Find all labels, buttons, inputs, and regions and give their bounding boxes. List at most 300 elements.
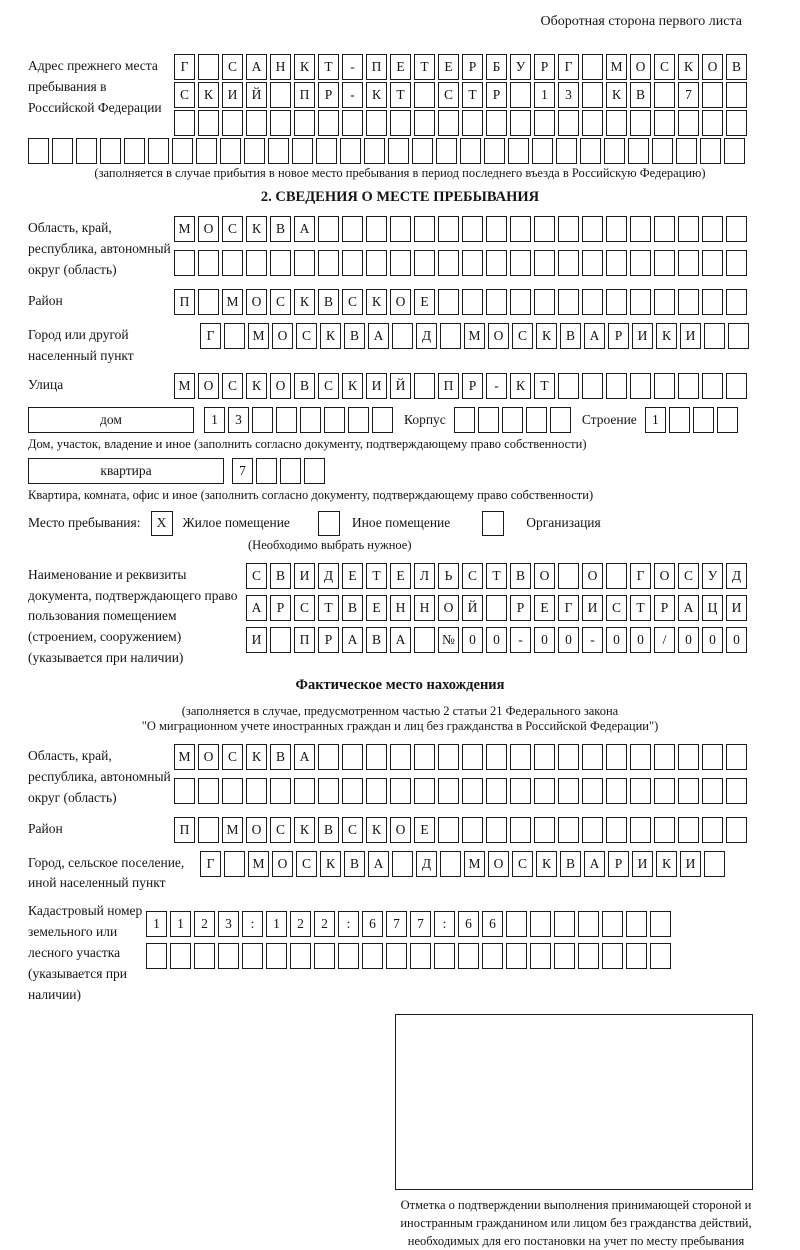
char-cell[interactable] bbox=[438, 817, 459, 843]
char-cell[interactable]: Р bbox=[654, 595, 675, 621]
char-cell[interactable]: И bbox=[726, 595, 747, 621]
char-cell[interactable] bbox=[558, 216, 579, 242]
char-cell[interactable] bbox=[318, 744, 339, 770]
char-cell[interactable]: 1 bbox=[146, 911, 167, 937]
char-cell[interactable]: К bbox=[246, 744, 267, 770]
char-cell[interactable]: М bbox=[222, 817, 243, 843]
char-cell[interactable] bbox=[462, 110, 483, 136]
char-cell[interactable]: С bbox=[654, 54, 675, 80]
char-cell[interactable] bbox=[300, 407, 321, 433]
char-cell[interactable]: : bbox=[242, 911, 263, 937]
char-cell[interactable] bbox=[630, 373, 651, 399]
char-cell[interactable] bbox=[318, 778, 339, 804]
char-cell[interactable] bbox=[558, 778, 579, 804]
char-cell[interactable]: 0 bbox=[462, 627, 483, 653]
char-cell[interactable]: С bbox=[174, 82, 195, 108]
char-cell[interactable] bbox=[314, 943, 335, 969]
char-cell[interactable]: - bbox=[342, 82, 363, 108]
char-cell[interactable]: М bbox=[464, 323, 485, 349]
char-cell[interactable] bbox=[654, 250, 675, 276]
char-cell[interactable]: О bbox=[582, 563, 603, 589]
char-cell[interactable] bbox=[669, 407, 690, 433]
char-cell[interactable]: К bbox=[366, 289, 387, 315]
char-cell[interactable] bbox=[28, 138, 49, 164]
char-cell[interactable] bbox=[630, 216, 651, 242]
char-cell[interactable] bbox=[606, 817, 627, 843]
char-cell[interactable]: 3 bbox=[558, 82, 579, 108]
char-cell[interactable] bbox=[482, 943, 503, 969]
char-cell[interactable]: С bbox=[222, 216, 243, 242]
char-cell[interactable]: О bbox=[488, 323, 509, 349]
char-cell[interactable]: У bbox=[510, 54, 531, 80]
char-cell[interactable] bbox=[506, 943, 527, 969]
char-cell[interactable]: М bbox=[174, 744, 195, 770]
char-cell[interactable] bbox=[460, 138, 481, 164]
char-cell[interactable] bbox=[558, 110, 579, 136]
char-cell[interactable]: И bbox=[632, 851, 653, 877]
char-cell[interactable] bbox=[650, 943, 671, 969]
char-cell[interactable]: Т bbox=[366, 563, 387, 589]
char-cell[interactable]: С bbox=[270, 289, 291, 315]
char-cell[interactable]: 6 bbox=[458, 911, 479, 937]
char-cell[interactable] bbox=[146, 943, 167, 969]
char-cell[interactable] bbox=[556, 138, 577, 164]
char-cell[interactable]: С bbox=[342, 817, 363, 843]
char-cell[interactable]: О bbox=[198, 373, 219, 399]
char-cell[interactable]: В bbox=[630, 82, 651, 108]
char-cell[interactable] bbox=[172, 138, 193, 164]
char-cell[interactable]: С bbox=[512, 851, 533, 877]
char-cell[interactable] bbox=[76, 138, 97, 164]
char-cell[interactable] bbox=[508, 138, 529, 164]
char-cell[interactable] bbox=[626, 911, 647, 937]
char-cell[interactable] bbox=[630, 778, 651, 804]
char-cell[interactable] bbox=[390, 778, 411, 804]
char-cell[interactable]: Е bbox=[414, 817, 435, 843]
char-cell[interactable] bbox=[392, 851, 413, 877]
char-cell[interactable] bbox=[198, 289, 219, 315]
char-cell[interactable] bbox=[342, 778, 363, 804]
char-cell[interactable] bbox=[702, 817, 723, 843]
char-cell[interactable]: К bbox=[656, 323, 677, 349]
char-cell[interactable]: К bbox=[294, 289, 315, 315]
char-cell[interactable] bbox=[276, 407, 297, 433]
char-cell[interactable]: О bbox=[438, 595, 459, 621]
char-cell[interactable] bbox=[510, 778, 531, 804]
char-cell[interactable]: Д bbox=[318, 563, 339, 589]
char-cell[interactable] bbox=[436, 138, 457, 164]
char-cell[interactable]: Е bbox=[390, 54, 411, 80]
char-cell[interactable] bbox=[440, 851, 461, 877]
char-cell[interactable] bbox=[392, 323, 413, 349]
char-cell[interactable]: П bbox=[174, 817, 195, 843]
char-cell[interactable] bbox=[486, 817, 507, 843]
char-cell[interactable] bbox=[530, 943, 551, 969]
char-cell[interactable] bbox=[534, 817, 555, 843]
char-cell[interactable]: В bbox=[560, 851, 581, 877]
char-cell[interactable] bbox=[678, 289, 699, 315]
char-cell[interactable]: Ь bbox=[438, 563, 459, 589]
char-cell[interactable] bbox=[534, 778, 555, 804]
char-cell[interactable] bbox=[678, 373, 699, 399]
char-cell[interactable]: Л bbox=[414, 563, 435, 589]
char-cell[interactable] bbox=[174, 778, 195, 804]
char-cell[interactable]: Й bbox=[246, 82, 267, 108]
char-cell[interactable] bbox=[338, 943, 359, 969]
char-cell[interactable] bbox=[704, 323, 725, 349]
char-cell[interactable] bbox=[652, 138, 673, 164]
char-cell[interactable] bbox=[534, 250, 555, 276]
char-cell[interactable]: С bbox=[318, 373, 339, 399]
char-cell[interactable]: С bbox=[222, 54, 243, 80]
char-cell[interactable] bbox=[462, 778, 483, 804]
char-cell[interactable] bbox=[342, 744, 363, 770]
char-cell[interactable]: Т bbox=[486, 563, 507, 589]
char-cell[interactable]: Й bbox=[462, 595, 483, 621]
char-cell[interactable] bbox=[678, 744, 699, 770]
char-cell[interactable]: 0 bbox=[486, 627, 507, 653]
char-cell[interactable]: М bbox=[174, 373, 195, 399]
char-cell[interactable] bbox=[124, 138, 145, 164]
char-cell[interactable] bbox=[290, 943, 311, 969]
char-cell[interactable] bbox=[462, 216, 483, 242]
char-cell[interactable]: 0 bbox=[534, 627, 555, 653]
char-cell[interactable] bbox=[438, 778, 459, 804]
char-cell[interactable] bbox=[676, 138, 697, 164]
char-cell[interactable]: В bbox=[270, 216, 291, 242]
char-cell[interactable] bbox=[726, 778, 747, 804]
char-cell[interactable] bbox=[462, 250, 483, 276]
char-cell[interactable] bbox=[294, 110, 315, 136]
char-cell[interactable]: О bbox=[270, 373, 291, 399]
char-cell[interactable] bbox=[390, 110, 411, 136]
char-cell[interactable]: О bbox=[488, 851, 509, 877]
char-cell[interactable]: М bbox=[464, 851, 485, 877]
char-cell[interactable]: В bbox=[366, 627, 387, 653]
char-cell[interactable]: О bbox=[534, 563, 555, 589]
char-cell[interactable]: № bbox=[438, 627, 459, 653]
char-cell[interactable] bbox=[626, 943, 647, 969]
char-cell[interactable]: И bbox=[680, 323, 701, 349]
char-cell[interactable]: Р bbox=[608, 851, 629, 877]
char-cell[interactable] bbox=[434, 943, 455, 969]
char-cell[interactable] bbox=[364, 138, 385, 164]
char-cell[interactable] bbox=[220, 138, 241, 164]
char-cell[interactable] bbox=[558, 250, 579, 276]
char-cell[interactable]: 1 bbox=[645, 407, 666, 433]
char-cell[interactable] bbox=[630, 110, 651, 136]
char-cell[interactable] bbox=[270, 627, 291, 653]
char-cell[interactable] bbox=[678, 778, 699, 804]
char-cell[interactable] bbox=[510, 82, 531, 108]
char-cell[interactable]: Г bbox=[174, 54, 195, 80]
char-cell[interactable]: Р bbox=[534, 54, 555, 80]
char-cell[interactable]: 1 bbox=[266, 911, 287, 937]
char-cell[interactable]: Е bbox=[438, 54, 459, 80]
char-cell[interactable] bbox=[628, 138, 649, 164]
char-cell[interactable] bbox=[292, 138, 313, 164]
char-cell[interactable]: А bbox=[584, 851, 605, 877]
char-cell[interactable] bbox=[700, 138, 721, 164]
char-cell[interactable] bbox=[366, 250, 387, 276]
char-cell[interactable]: О bbox=[246, 817, 267, 843]
char-cell[interactable]: / bbox=[654, 627, 675, 653]
char-cell[interactable] bbox=[582, 216, 603, 242]
char-cell[interactable] bbox=[386, 943, 407, 969]
char-cell[interactable] bbox=[532, 138, 553, 164]
char-cell[interactable] bbox=[372, 407, 393, 433]
char-cell[interactable]: С bbox=[222, 373, 243, 399]
char-cell[interactable]: Р bbox=[462, 54, 483, 80]
char-cell[interactable] bbox=[222, 110, 243, 136]
char-cell[interactable]: К bbox=[678, 54, 699, 80]
char-cell[interactable] bbox=[222, 250, 243, 276]
char-cell[interactable]: : bbox=[434, 911, 455, 937]
char-cell[interactable] bbox=[702, 250, 723, 276]
char-cell[interactable]: 2 bbox=[194, 911, 215, 937]
char-cell[interactable]: К bbox=[366, 817, 387, 843]
char-cell[interactable] bbox=[654, 289, 675, 315]
char-cell[interactable] bbox=[148, 138, 169, 164]
char-cell[interactable] bbox=[582, 250, 603, 276]
char-cell[interactable] bbox=[414, 216, 435, 242]
char-cell[interactable] bbox=[414, 110, 435, 136]
char-cell[interactable] bbox=[268, 138, 289, 164]
char-cell[interactable] bbox=[630, 817, 651, 843]
char-cell[interactable] bbox=[270, 250, 291, 276]
char-cell[interactable] bbox=[366, 778, 387, 804]
char-cell[interactable]: П bbox=[294, 627, 315, 653]
char-cell[interactable] bbox=[270, 82, 291, 108]
char-cell[interactable]: Г bbox=[200, 323, 221, 349]
char-cell[interactable]: О bbox=[198, 216, 219, 242]
char-cell[interactable] bbox=[438, 250, 459, 276]
char-cell[interactable] bbox=[484, 138, 505, 164]
char-cell[interactable]: Д bbox=[726, 563, 747, 589]
char-cell[interactable]: : bbox=[338, 911, 359, 937]
char-cell[interactable] bbox=[558, 744, 579, 770]
char-cell[interactable] bbox=[650, 911, 671, 937]
char-cell[interactable]: Б bbox=[486, 54, 507, 80]
char-cell[interactable] bbox=[606, 778, 627, 804]
char-cell[interactable]: 0 bbox=[678, 627, 699, 653]
char-cell[interactable] bbox=[654, 744, 675, 770]
char-cell[interactable] bbox=[606, 250, 627, 276]
char-cell[interactable] bbox=[702, 744, 723, 770]
char-cell[interactable]: 0 bbox=[558, 627, 579, 653]
char-cell[interactable] bbox=[678, 110, 699, 136]
char-cell[interactable] bbox=[606, 289, 627, 315]
char-cell[interactable]: Е bbox=[390, 563, 411, 589]
char-cell[interactable] bbox=[726, 82, 747, 108]
char-cell[interactable]: Т bbox=[318, 595, 339, 621]
char-cell[interactable]: О bbox=[390, 817, 411, 843]
char-cell[interactable] bbox=[340, 138, 361, 164]
char-cell[interactable] bbox=[390, 744, 411, 770]
char-cell[interactable] bbox=[486, 250, 507, 276]
char-cell[interactable]: М bbox=[606, 54, 627, 80]
char-cell[interactable] bbox=[304, 458, 325, 484]
char-cell[interactable]: 2 bbox=[314, 911, 335, 937]
char-cell[interactable]: Г bbox=[558, 54, 579, 80]
char-cell[interactable]: С bbox=[438, 82, 459, 108]
char-cell[interactable] bbox=[702, 373, 723, 399]
char-cell[interactable] bbox=[606, 373, 627, 399]
char-cell[interactable]: А bbox=[246, 595, 267, 621]
char-cell[interactable] bbox=[510, 289, 531, 315]
char-cell[interactable] bbox=[414, 627, 435, 653]
char-cell[interactable] bbox=[252, 407, 273, 433]
char-cell[interactable] bbox=[582, 778, 603, 804]
char-cell[interactable] bbox=[438, 216, 459, 242]
char-cell[interactable] bbox=[52, 138, 73, 164]
char-cell[interactable] bbox=[582, 373, 603, 399]
char-cell[interactable] bbox=[366, 744, 387, 770]
char-cell[interactable]: Н bbox=[270, 54, 291, 80]
char-cell[interactable]: В bbox=[318, 817, 339, 843]
char-cell[interactable]: К bbox=[320, 851, 341, 877]
char-cell[interactable] bbox=[724, 138, 745, 164]
char-cell[interactable] bbox=[438, 110, 459, 136]
char-cell[interactable]: У bbox=[702, 563, 723, 589]
char-cell[interactable]: 1 bbox=[170, 911, 191, 937]
char-cell[interactable]: Е bbox=[342, 563, 363, 589]
char-cell[interactable] bbox=[558, 289, 579, 315]
char-cell[interactable]: 0 bbox=[726, 627, 747, 653]
char-cell[interactable] bbox=[486, 595, 507, 621]
char-cell[interactable]: К bbox=[656, 851, 677, 877]
char-cell[interactable] bbox=[726, 250, 747, 276]
char-cell[interactable]: О bbox=[390, 289, 411, 315]
char-cell[interactable] bbox=[554, 943, 575, 969]
char-cell[interactable]: А bbox=[342, 627, 363, 653]
char-cell[interactable] bbox=[198, 778, 219, 804]
stay-checkbox-other-premises[interactable] bbox=[318, 511, 340, 536]
char-cell[interactable]: А bbox=[246, 54, 267, 80]
char-cell[interactable]: 1 bbox=[204, 407, 225, 433]
char-cell[interactable] bbox=[582, 54, 603, 80]
char-cell[interactable]: М bbox=[248, 323, 269, 349]
char-cell[interactable] bbox=[462, 817, 483, 843]
char-cell[interactable]: С bbox=[296, 323, 317, 349]
char-cell[interactable] bbox=[270, 110, 291, 136]
char-cell[interactable] bbox=[726, 817, 747, 843]
char-cell[interactable] bbox=[222, 778, 243, 804]
char-cell[interactable]: Ц bbox=[702, 595, 723, 621]
char-cell[interactable]: С bbox=[606, 595, 627, 621]
char-cell[interactable]: В bbox=[270, 563, 291, 589]
char-cell[interactable]: 7 bbox=[410, 911, 431, 937]
char-cell[interactable] bbox=[294, 250, 315, 276]
char-cell[interactable] bbox=[726, 744, 747, 770]
char-cell[interactable] bbox=[390, 216, 411, 242]
char-cell[interactable]: К bbox=[606, 82, 627, 108]
char-cell[interactable] bbox=[606, 110, 627, 136]
char-cell[interactable] bbox=[198, 250, 219, 276]
char-cell[interactable] bbox=[678, 817, 699, 843]
char-cell[interactable]: С bbox=[296, 851, 317, 877]
char-cell[interactable]: А bbox=[368, 851, 389, 877]
char-cell[interactable] bbox=[174, 110, 195, 136]
char-cell[interactable]: В bbox=[294, 373, 315, 399]
char-cell[interactable]: 3 bbox=[228, 407, 249, 433]
char-cell[interactable]: А bbox=[390, 627, 411, 653]
char-cell[interactable]: С bbox=[294, 595, 315, 621]
char-cell[interactable] bbox=[198, 110, 219, 136]
char-cell[interactable] bbox=[526, 407, 547, 433]
char-cell[interactable] bbox=[578, 943, 599, 969]
char-cell[interactable] bbox=[170, 943, 191, 969]
char-cell[interactable] bbox=[410, 943, 431, 969]
char-cell[interactable]: А bbox=[584, 323, 605, 349]
char-cell[interactable]: И bbox=[582, 595, 603, 621]
char-cell[interactable]: Е bbox=[414, 289, 435, 315]
char-cell[interactable]: В bbox=[344, 323, 365, 349]
char-cell[interactable]: И bbox=[366, 373, 387, 399]
char-cell[interactable] bbox=[693, 407, 714, 433]
char-cell[interactable] bbox=[726, 110, 747, 136]
char-cell[interactable] bbox=[318, 250, 339, 276]
char-cell[interactable] bbox=[702, 82, 723, 108]
char-cell[interactable]: А bbox=[294, 744, 315, 770]
char-cell[interactable] bbox=[348, 407, 369, 433]
char-cell[interactable] bbox=[654, 82, 675, 108]
char-cell[interactable] bbox=[294, 778, 315, 804]
char-cell[interactable]: Т bbox=[534, 373, 555, 399]
char-cell[interactable]: 7 bbox=[386, 911, 407, 937]
char-cell[interactable]: Р bbox=[318, 627, 339, 653]
char-cell[interactable] bbox=[342, 250, 363, 276]
char-cell[interactable]: И bbox=[632, 323, 653, 349]
char-cell[interactable]: 3 bbox=[218, 911, 239, 937]
char-cell[interactable]: Г bbox=[558, 595, 579, 621]
char-cell[interactable]: И bbox=[222, 82, 243, 108]
char-cell[interactable]: Е bbox=[534, 595, 555, 621]
char-cell[interactable] bbox=[390, 250, 411, 276]
char-cell[interactable]: А bbox=[368, 323, 389, 349]
char-cell[interactable]: К bbox=[342, 373, 363, 399]
char-cell[interactable]: С bbox=[270, 817, 291, 843]
char-cell[interactable]: 6 bbox=[482, 911, 503, 937]
char-cell[interactable] bbox=[342, 216, 363, 242]
char-cell[interactable]: Р bbox=[270, 595, 291, 621]
char-cell[interactable] bbox=[654, 110, 675, 136]
char-cell[interactable] bbox=[196, 138, 217, 164]
char-cell[interactable]: - bbox=[582, 627, 603, 653]
char-cell[interactable]: С bbox=[678, 563, 699, 589]
char-cell[interactable]: 7 bbox=[232, 458, 253, 484]
char-cell[interactable]: А bbox=[294, 216, 315, 242]
char-cell[interactable] bbox=[244, 138, 265, 164]
char-cell[interactable] bbox=[654, 817, 675, 843]
char-cell[interactable] bbox=[530, 911, 551, 937]
char-cell[interactable]: К bbox=[246, 373, 267, 399]
char-cell[interactable] bbox=[726, 289, 747, 315]
char-cell[interactable]: О bbox=[654, 563, 675, 589]
char-cell[interactable] bbox=[486, 216, 507, 242]
char-cell[interactable]: В bbox=[510, 563, 531, 589]
char-cell[interactable] bbox=[582, 817, 603, 843]
char-cell[interactable]: В bbox=[726, 54, 747, 80]
char-cell[interactable] bbox=[582, 110, 603, 136]
char-cell[interactable] bbox=[414, 82, 435, 108]
char-cell[interactable] bbox=[242, 943, 263, 969]
char-cell[interactable]: 1 bbox=[534, 82, 555, 108]
char-cell[interactable]: И bbox=[246, 627, 267, 653]
char-cell[interactable] bbox=[726, 373, 747, 399]
char-cell[interactable]: К bbox=[198, 82, 219, 108]
stay-checkbox-residential[interactable]: X bbox=[151, 511, 173, 536]
